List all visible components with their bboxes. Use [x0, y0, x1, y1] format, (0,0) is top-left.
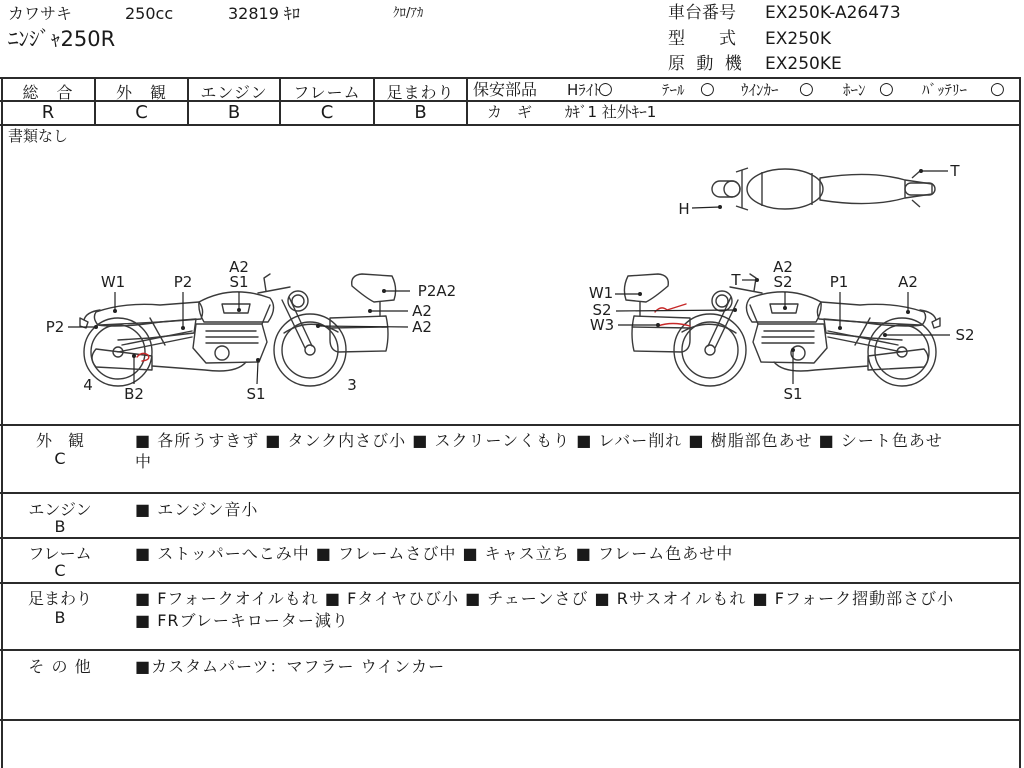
right-label-a2-mirror: A2	[773, 258, 793, 276]
grade-value: R	[41, 102, 55, 123]
note-suspension-grade: B	[54, 608, 66, 627]
documents-status: 書類なし	[8, 127, 69, 145]
safety-mark-battery: ○	[990, 79, 1005, 99]
left-label-p2-tail: P2	[45, 318, 65, 336]
left-label-w1: W1	[100, 273, 126, 291]
note-other-label: そ の 他	[28, 657, 92, 676]
safety-item-horn: ﾎｰﾝ	[843, 81, 866, 99]
damage-diagram	[0, 126, 1024, 424]
left-label-4: 4	[83, 376, 93, 394]
note-frame-label: フレーム	[28, 544, 92, 563]
keys-value: ｶｷﾞ1 社外ｷｰ1	[565, 103, 657, 121]
top-view-label-t: T	[950, 162, 960, 180]
safety-mark-taillight: ○	[700, 79, 715, 99]
rule-notes-4	[0, 649, 1021, 651]
note-other-line: ■カスタムパーツ：マフラー ウインカー	[135, 657, 446, 676]
left-label-s1-engine: S1	[246, 385, 266, 403]
safety-mark-winker: ○	[799, 79, 814, 99]
left-label-b2: B2	[124, 385, 144, 403]
model-code: EX250K	[765, 29, 831, 49]
rule-notes-2	[0, 537, 1021, 539]
right-label-w3: W3	[589, 316, 615, 334]
right-label-w1: W1	[588, 284, 614, 302]
safety-item-taillight: ﾃｰﾙ	[662, 81, 685, 99]
grade-label: 総 合	[22, 83, 74, 102]
rule-notes-5	[0, 719, 1021, 721]
note-engine-grade: B	[54, 517, 66, 536]
grade-divider	[466, 77, 468, 125]
color: ｸﾛ/ｱｶ	[393, 6, 424, 21]
note-suspension-line: ■ Fフォークオイルもれ ■ Fタイヤひび小 ■ チェーンさび ■ Rサスオイルもれ ■ Fフォーク摺動部さび小	[135, 589, 955, 608]
grade-value: B	[227, 102, 241, 123]
mileage: 32819 ｷﾛ	[228, 4, 300, 23]
left-label-a2-mirror: A2	[229, 258, 249, 276]
note-exterior-grade: C	[54, 449, 66, 468]
right-label-t: T	[731, 271, 741, 289]
grade-value: C	[320, 102, 334, 123]
note-suspension-label: 足まわり	[27, 589, 92, 608]
grade-label: 足まわり	[386, 83, 455, 102]
note-frame-grade: C	[54, 561, 66, 580]
note-exterior-label: 外 観	[35, 431, 84, 450]
note-exterior-line: ■ 各所うすきず ■ タンク内さび小 ■ スクリーンくもり ■ レバー削れ ■ 樹脂部色あせ ■ シート色あせ	[135, 431, 943, 450]
safety-mark-horn: ○	[879, 79, 894, 99]
frame-no-label: 車台番号	[668, 3, 736, 23]
right-label-s2-tank: S2	[773, 273, 793, 291]
right-label-s2-muffler: S2	[955, 326, 975, 344]
right-label-p1: P1	[829, 273, 849, 291]
model-code-label: 型 式	[668, 29, 736, 49]
grade-engine	[189, 79, 279, 125]
safety-parts-label: 保安部品	[473, 80, 538, 99]
left-label-p2a2: P2A2	[417, 282, 457, 300]
rule-notes-3	[0, 582, 1021, 584]
note-frame-line: ■ ストッパーへこみ中 ■ フレームさび中 ■ キャス立ち ■ フレーム色あせ中	[135, 544, 734, 563]
displacement: 250cc	[125, 4, 174, 23]
rule-diagram-bottom	[0, 424, 1021, 426]
left-label-a2-upper: A2	[412, 302, 432, 320]
engine-code: EX250KE	[765, 54, 842, 74]
rule-notes-1	[0, 492, 1021, 494]
left-label-p2: P2	[173, 273, 193, 291]
grade-label: フレーム	[293, 83, 361, 102]
right-label-a2-tail: A2	[898, 273, 918, 291]
grade-suspension	[375, 79, 466, 125]
safety-mark-headlight: ○	[598, 79, 613, 99]
safety-item-winker: ｳｲﾝｶｰ	[741, 81, 779, 99]
grade-exterior	[96, 79, 187, 125]
maker: カワサキ	[8, 4, 73, 23]
left-label-s1-tank: S1	[229, 273, 249, 291]
grade-value: B	[414, 102, 427, 123]
right-label-s1-engine: S1	[783, 385, 803, 403]
engine-label: 原 動 機	[668, 54, 745, 74]
grade-label: エンジン	[200, 83, 268, 102]
grade-value: C	[135, 102, 148, 123]
note-exterior-line: 中	[135, 452, 153, 471]
grade-label: 外 観	[115, 83, 167, 102]
left-label-a2-lower: A2	[412, 318, 432, 336]
top-view-label-h: H	[678, 200, 690, 218]
keys-label: カ ギ	[487, 103, 533, 121]
right-label-s2-fairing: S2	[592, 301, 612, 319]
model-name: ﾆﾝｼﾞｬ250R	[8, 27, 116, 51]
top-view-bike	[712, 168, 935, 210]
safety-item-battery: ﾊﾞｯﾃﾘｰ	[922, 81, 968, 99]
note-engine-label: エンジン	[28, 500, 92, 519]
grade-overall	[2, 79, 94, 125]
frame-no: EX250K-A26473	[765, 3, 901, 23]
safety-item-headlight: Hﾗｲﾄ	[567, 81, 601, 99]
grade-frame	[281, 79, 373, 125]
note-suspension-line: ■ FRブレーキローター減り	[135, 611, 349, 630]
note-engine-line: ■ エンジン音小	[135, 500, 259, 519]
left-label-3: 3	[347, 376, 357, 394]
